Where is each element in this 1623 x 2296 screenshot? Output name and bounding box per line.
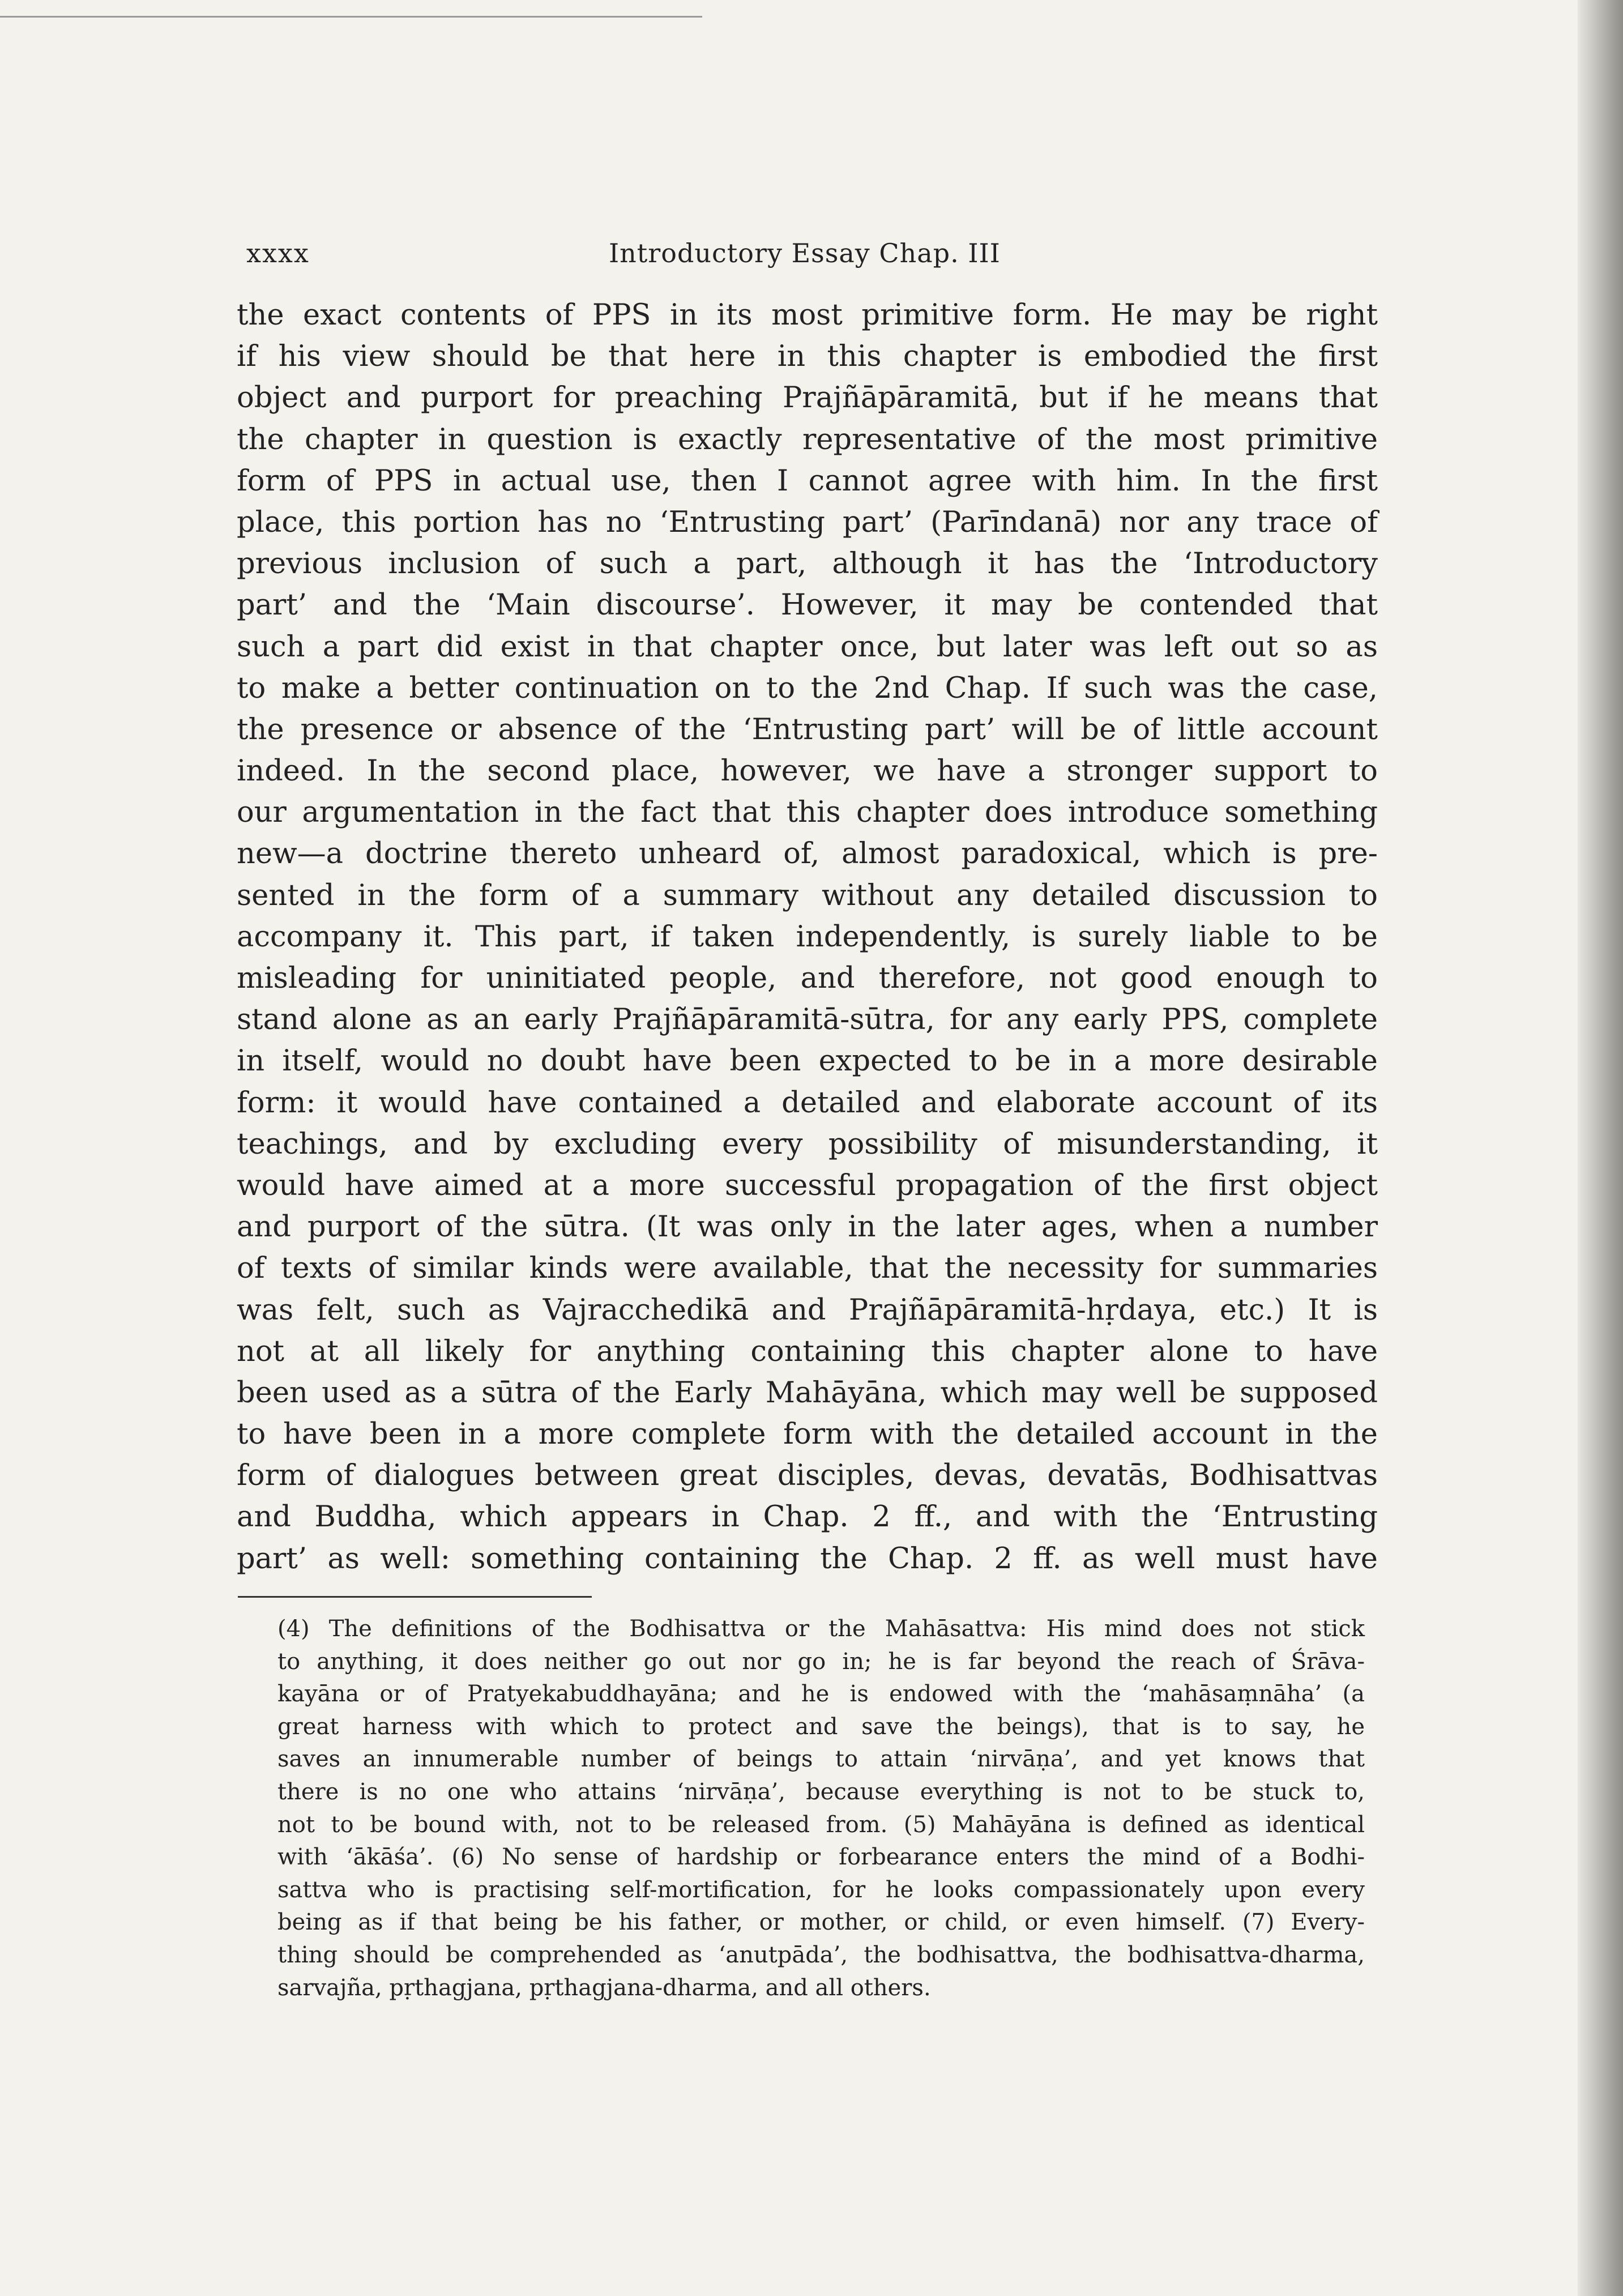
body-line: such a part did exist in that chapter once, but later was left out so as	[237, 630, 1378, 664]
body-line: stand alone as an early Prajñāpāramitā-sūtra, for any early PPS, complete	[237, 1003, 1378, 1037]
body-line: and Buddha, which appears in Chap. 2 ff., and with the ‘Entrusting	[237, 1500, 1378, 1534]
body-line: form: it would have contained a detailed and elaborate account of its	[237, 1086, 1378, 1120]
body-line: would have aimed at a more successful propagation of the first object	[237, 1168, 1378, 1202]
body-line: indeed. In the second place, however, we have a stronger support to	[237, 754, 1378, 788]
body-line: the exact contents of PPS in its most primitive form. He may be right	[237, 298, 1378, 332]
body-line: to make a better continuation on to the 2nd Chap. If such was the case,	[237, 671, 1378, 705]
page-number: xxxx	[246, 238, 310, 268]
footnote-line: sattva who is practising self-mortification, for he looks compassionately upon every	[277, 1876, 1365, 1903]
running-title: Introductory Essay Chap. III	[609, 238, 1001, 268]
body-line: our argumentation in the fact that this chapter does introduce something	[237, 796, 1378, 830]
main-body-text	[237, 295, 1378, 1580]
footnote-line: thing should be comprehended as ‘anutpāda’, the bodhisattva, the bodhisattva-dharma,	[277, 1941, 1365, 1968]
footnote-line: there is no one who attains ‘nirvāṇa’, because everything is not to be stuck to,	[277, 1778, 1365, 1805]
body-line: and purport of the sūtra. (It was only in the later ages, when a number	[237, 1210, 1378, 1244]
footnote-line: great harness with which to protect and save the beings), that is to say, he	[277, 1713, 1365, 1740]
body-line: in itself, would no doubt have been expected to be in a more desirable	[237, 1044, 1378, 1078]
body-line: accompany it. This part, if taken independently, is surely liable to be	[237, 920, 1378, 954]
body-line: not at all likely for anything containing this chapter alone to have	[237, 1334, 1378, 1368]
footnote-line: to anything, it does neither go out nor go in; he is far beyond the reach of Śrāva-	[277, 1648, 1365, 1675]
footnote-line: with ‘ākāśa’. (6) No sense of hardship or forbearance enters the mind of a Bodhi-	[277, 1844, 1365, 1871]
footnote-line: sarvajña, pṛthagjana, pṛthagjana-dharma, and all others.	[277, 1974, 931, 2001]
binding-edge-shadow	[1578, 0, 1623, 2296]
body-line: form of PPS in actual use, then I cannot agree with him. In the first	[237, 464, 1378, 498]
body-line: part’ as well: something containing the Chap. 2 ff. as well must have	[237, 1542, 1378, 1576]
body-line: sented in the form of a summary without any detailed discussion to	[237, 878, 1378, 912]
body-line: was felt, such as Vajracchedikā and Prajñāpāramitā-hṛdaya, etc.) It is	[237, 1293, 1378, 1327]
body-line: to have been in a more complete form with the detailed account in the	[237, 1418, 1378, 1452]
top-edge-rule	[0, 16, 702, 18]
body-line: place, this portion has no ‘Entrusting part’ (Parīndanā) nor any trace of	[237, 505, 1378, 539]
footnote-line: not to be bound with, not to be released from. (5) Mahāyāna is defined as identical	[277, 1811, 1365, 1838]
footnote-separator	[238, 1596, 592, 1598]
footnote-line: saves an innumerable number of beings to attain ‘nirvāṇa’, and yet knows that	[277, 1746, 1365, 1773]
body-line: object and purport for preaching Prajñāpāramitā, but if he means that	[237, 381, 1378, 415]
body-line: the presence or absence of the ‘Entrusting part’ will be of little account	[237, 712, 1378, 746]
body-line: teachings, and by excluding every possibility of misunderstanding, it	[237, 1127, 1378, 1161]
body-line: previous inclusion of such a part, although it has the ‘Introductory	[237, 547, 1378, 581]
footnote-line: (4) The definitions of the Bodhisattva or the Mahāsattva: His mind does not stick	[277, 1616, 1365, 1642]
footnote-line: kayāna or of Pratyekabuddhayāna; and he is endowed with the ‘mahāsaṃnāha’ (a	[277, 1681, 1365, 1708]
body-line: been used as a sūtra of the Early Mahāyāna, which may well be supposed	[237, 1376, 1378, 1410]
body-line: misleading for uninitiated people, and therefore, not good enough to	[237, 962, 1378, 995]
body-line: new—a doctrine thereto unheard of, almost paradoxical, which is pre-	[237, 837, 1378, 871]
body-line: the chapter in question is exactly representative of the most primitive	[237, 423, 1378, 456]
footnotes	[277, 1613, 1365, 2004]
page-header	[0, 238, 1623, 278]
body-line: if his view should be that here in this chapter is embodied the first	[237, 340, 1378, 374]
footnote-line: being as if that being be his father, or mother, or child, or even himself. (7) Every-	[277, 1909, 1365, 1936]
body-line: form of dialogues between great disciples, devas, devatās, Bodhisattvas	[237, 1459, 1378, 1493]
body-line: part’ and the ‘Main discourse’. However, it may be contended that	[237, 588, 1378, 622]
body-line: of texts of similar kinds were available, that the necessity for summaries	[237, 1252, 1378, 1286]
